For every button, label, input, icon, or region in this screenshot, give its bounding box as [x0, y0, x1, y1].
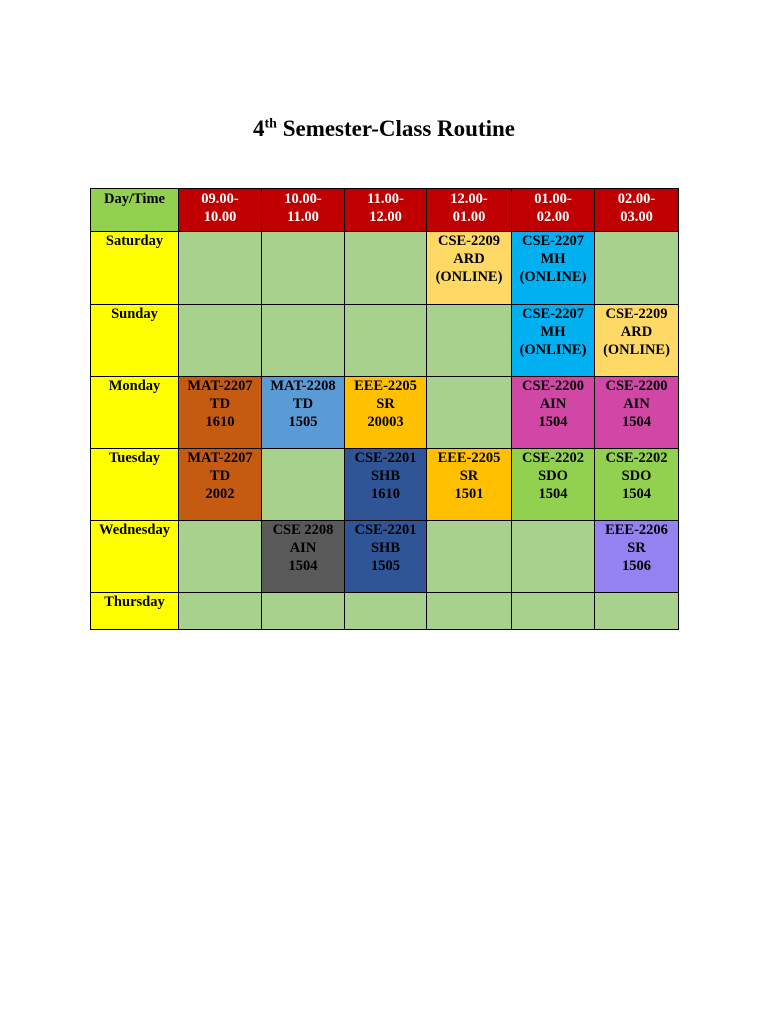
- day-label: Wednesday: [91, 521, 179, 593]
- class-teacher: SR: [627, 540, 646, 556]
- class-teacher: ARD: [453, 251, 485, 267]
- empty-slot: [179, 593, 262, 630]
- table-row: [91, 593, 679, 630]
- class-course: EEE-2205: [437, 450, 501, 466]
- class-cell: [345, 521, 427, 593]
- title-superscript: th: [264, 116, 277, 132]
- class-room: 1610: [371, 486, 400, 502]
- class-cell: [595, 305, 679, 377]
- class-room: 1504: [538, 414, 568, 430]
- class-room: 20003: [367, 414, 404, 430]
- class-course: CSE-2200: [521, 378, 585, 394]
- title-text: Semester-Class Routine: [276, 116, 515, 141]
- empty-slot: [262, 593, 345, 630]
- class-course: EEE-2205: [354, 378, 417, 394]
- class-course: CSE-2201: [354, 522, 417, 538]
- class-course: MAT-2208: [270, 378, 336, 394]
- class-teacher: TD: [209, 468, 231, 484]
- page-title: [0, 116, 768, 142]
- class-cell: [179, 377, 262, 449]
- class-teacher: AIN: [623, 396, 650, 412]
- empty-slot: [345, 232, 427, 305]
- empty-slot: [595, 593, 679, 630]
- class-cell: [427, 232, 512, 305]
- class-room: 1610: [205, 414, 235, 430]
- class-teacher: SDO: [621, 468, 652, 484]
- table-row: [91, 232, 679, 305]
- class-room: (ONLINE): [603, 342, 670, 358]
- time-slot-header: 12.00- 01.00: [427, 189, 512, 232]
- class-cell: [262, 377, 345, 449]
- table-row: [91, 305, 679, 377]
- class-course: CSE-2209: [437, 233, 501, 249]
- time-slot-header: 09.00- 10.00: [179, 189, 262, 232]
- day-label: Saturday: [91, 232, 179, 305]
- empty-slot: [427, 305, 512, 377]
- class-course: CSE-2200: [605, 378, 668, 394]
- empty-slot: [427, 521, 512, 593]
- class-course: CSE 2208: [272, 522, 334, 538]
- class-teacher: TD: [292, 396, 314, 412]
- time-slot-header: 10.00- 11.00: [262, 189, 345, 232]
- empty-slot: [345, 305, 427, 377]
- class-cell: [512, 377, 595, 449]
- empty-slot: [512, 521, 595, 593]
- class-course: EEE-2206: [605, 522, 668, 538]
- header-row: [91, 189, 679, 232]
- class-teacher: SDO: [538, 468, 568, 484]
- class-room: 1501: [454, 486, 484, 502]
- empty-slot: [262, 232, 345, 305]
- class-teacher: ARD: [620, 324, 653, 340]
- empty-slot: [179, 232, 262, 305]
- class-room: 2002: [205, 486, 235, 502]
- class-teacher: AIN: [289, 540, 317, 556]
- time-slot-header: 02.00- 03.00: [595, 189, 679, 232]
- class-course: CSE-2202: [521, 450, 585, 466]
- class-teacher: SHB: [370, 540, 400, 556]
- class-teacher: SHB: [370, 468, 400, 484]
- class-room: (ONLINE): [435, 269, 503, 285]
- class-course: MAT-2207: [187, 450, 253, 466]
- table-row: [91, 377, 679, 449]
- table-row: [91, 521, 679, 593]
- class-room: 1505: [371, 558, 400, 574]
- class-teacher: SR: [376, 396, 395, 412]
- class-cell: [595, 377, 679, 449]
- time-slot-header: 01.00- 02.00: [512, 189, 595, 232]
- class-room: (ONLINE): [519, 269, 587, 285]
- class-teacher: AIN: [539, 396, 567, 412]
- empty-slot: [427, 593, 512, 630]
- empty-slot: [179, 305, 262, 377]
- day-label: Tuesday: [91, 449, 179, 521]
- class-cell: [512, 305, 595, 377]
- class-cell: [345, 377, 427, 449]
- day-label: Sunday: [91, 305, 179, 377]
- class-cell: [512, 449, 595, 521]
- day-label: Monday: [91, 377, 179, 449]
- empty-slot: [512, 593, 595, 630]
- day-label: Thursday: [91, 593, 179, 630]
- class-course: CSE-2209: [605, 306, 668, 322]
- class-cell: [512, 232, 595, 305]
- class-room: 1504: [538, 486, 568, 502]
- class-course: CSE-2207: [521, 233, 585, 249]
- class-cell: [427, 449, 512, 521]
- time-slot-header: 11.00- 12.00: [345, 189, 427, 232]
- table-row: [91, 449, 679, 521]
- class-cell: [262, 521, 345, 593]
- empty-slot: [262, 305, 345, 377]
- class-room: 1504: [288, 558, 318, 574]
- class-course: CSE-2201: [354, 450, 417, 466]
- class-cell: [595, 449, 679, 521]
- class-teacher: TD: [209, 396, 231, 412]
- class-room: 1504: [622, 414, 651, 430]
- class-cell: [345, 449, 427, 521]
- class-room: (ONLINE): [519, 342, 587, 358]
- class-room: 1505: [288, 414, 318, 430]
- class-room: 1506: [622, 558, 651, 574]
- empty-slot: [179, 521, 262, 593]
- empty-slot: [427, 377, 512, 449]
- title-number: 4: [252, 116, 265, 141]
- class-cell: [595, 521, 679, 593]
- class-teacher: SR: [459, 468, 479, 484]
- empty-slot: [345, 593, 427, 630]
- class-course: CSE-2207: [521, 306, 585, 322]
- empty-slot: [262, 449, 345, 521]
- class-course: MAT-2207: [187, 378, 253, 394]
- class-teacher: MH: [540, 251, 566, 267]
- class-room: 1504: [622, 486, 651, 502]
- class-cell: [179, 449, 262, 521]
- empty-slot: [595, 232, 679, 305]
- class-teacher: MH: [540, 324, 566, 340]
- day-time-header: Day/Time: [91, 189, 179, 232]
- class-course: CSE-2202: [605, 450, 668, 466]
- class-routine-table: [90, 188, 679, 630]
